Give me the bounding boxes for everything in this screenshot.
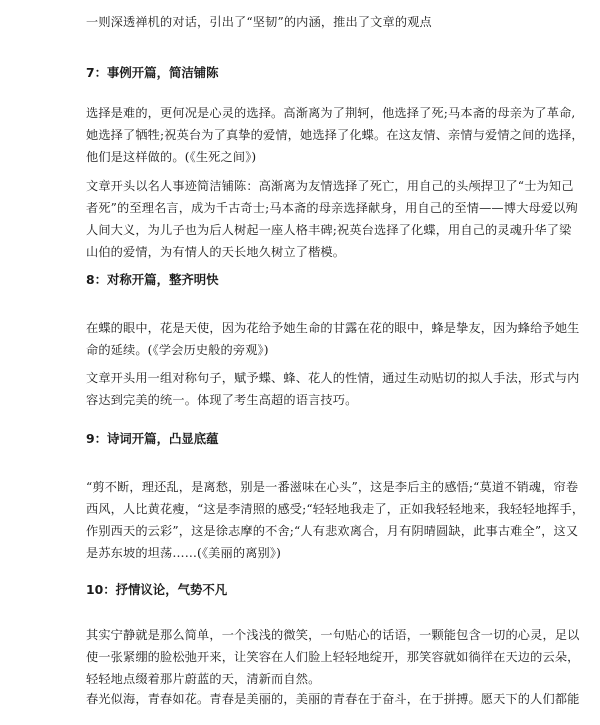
text-line: “剪不断，理还乱，是离愁，别是一番滋味在心头”，这是李后主的感悟;“莫道不销魂，帘卷 — [86, 480, 579, 494]
text-line: 者死”的至理名言，成为千古奇士;马本斋的母亲选择献身，用自己的至情——博大母爱以殉 — [86, 201, 578, 215]
section-7-paragraph-1 — [86, 102, 584, 168]
text-line: 是苏东坡的坦荡……(《美丽的离别》) — [86, 546, 282, 560]
text-line: 其实宁静就是那么简单，一个浅浅的微笑，一句贴心的话语，一颗能包含一切的心灵，足以 — [86, 628, 580, 642]
section-8-paragraph-1 — [86, 317, 580, 361]
text-line: 文章开头以名人事迹简洁铺陈：高渐离为友情选择了死亡，用自己的头颅捍卫了“士为知己 — [86, 179, 574, 193]
section-9-paragraph-1 — [86, 476, 585, 564]
text-line: 轻轻地点缀着那片蔚蓝的天，清新而自然。 — [86, 672, 321, 686]
section-9-heading: 9：诗词开篇，凸显底蕴 — [86, 431, 219, 446]
text-line: 在蝶的眼中，花是天使，因为花给予她生命的甘露在花的眼中，蜂是挚友，因为蜂给予她生 — [86, 321, 580, 335]
text-line: 命的延续。(《学会历史般的旁观》) — [86, 343, 269, 357]
text-line: 选择是难的，更何况是心灵的选择。高渐离为了荆轲，他选择了死;马本斋的母亲为了革命, — [86, 106, 576, 120]
section-8-paragraph-2 — [86, 367, 580, 411]
text-line: 作别西天的云彩”，这是徐志摩的不舍;“人有悲欢离合，月有阴晴圆缺，此事古难全”，这又 — [86, 524, 579, 538]
text-line: 他们是这样做的。(《生死之间》) — [86, 150, 257, 164]
text-line: 人间大义，为儿子也为后人树起一座人格丰碑;祝英台选择了化蝶，用自己的灵魂升华了梁 — [86, 223, 572, 237]
section-8-heading: 8：对称开篇，整齐明快 — [86, 272, 219, 287]
text-line: 一则深透禅机的对话，引出了“坚韧”的内涵，推出了文章的观点 — [86, 15, 432, 29]
text-line: 容达到完美的统一。体现了考生高超的语言技巧。 — [86, 393, 358, 407]
text-line: 春光似海，青春如花。青春是美丽的，美丽的青春在于奋斗，在于拼搏。愿天下的人们都能 — [86, 692, 580, 706]
section-10-paragraph-2 — [86, 688, 580, 710]
text-line: 她选择了牺牲;祝英台为了真挚的爱情，她选择了化蝶。在这友情、亲情与爱情之间的选择， — [86, 128, 584, 142]
text-line: 山伯的爱情，为有情人的天长地久树立了楷模。 — [86, 245, 346, 259]
intro-paragraph — [86, 11, 526, 33]
section-7-heading: 7：事例开篇，简洁铺陈 — [86, 65, 219, 80]
text-line: 使一张紧绷的脸松弛开来，让笑容在人们脸上轻轻地绽开，那笑容就如徜徉在天边的云朵， — [86, 650, 580, 664]
text-line: 文章开头用一组对称句子，赋予蝶、蜂、花人的性情，通过生动贴切的拟人手法，形式与内 — [86, 371, 580, 385]
section-10-heading: 10：抒情议论，气势不凡 — [86, 582, 228, 597]
text-line: 西风，人比黄花瘦，“这是李清照的感受;“轻轻地我走了，正如我轻轻地来，我轻轻地挥手， — [86, 502, 585, 516]
section-10-paragraph-1 — [86, 624, 580, 690]
section-7-paragraph-2 — [86, 175, 578, 263]
